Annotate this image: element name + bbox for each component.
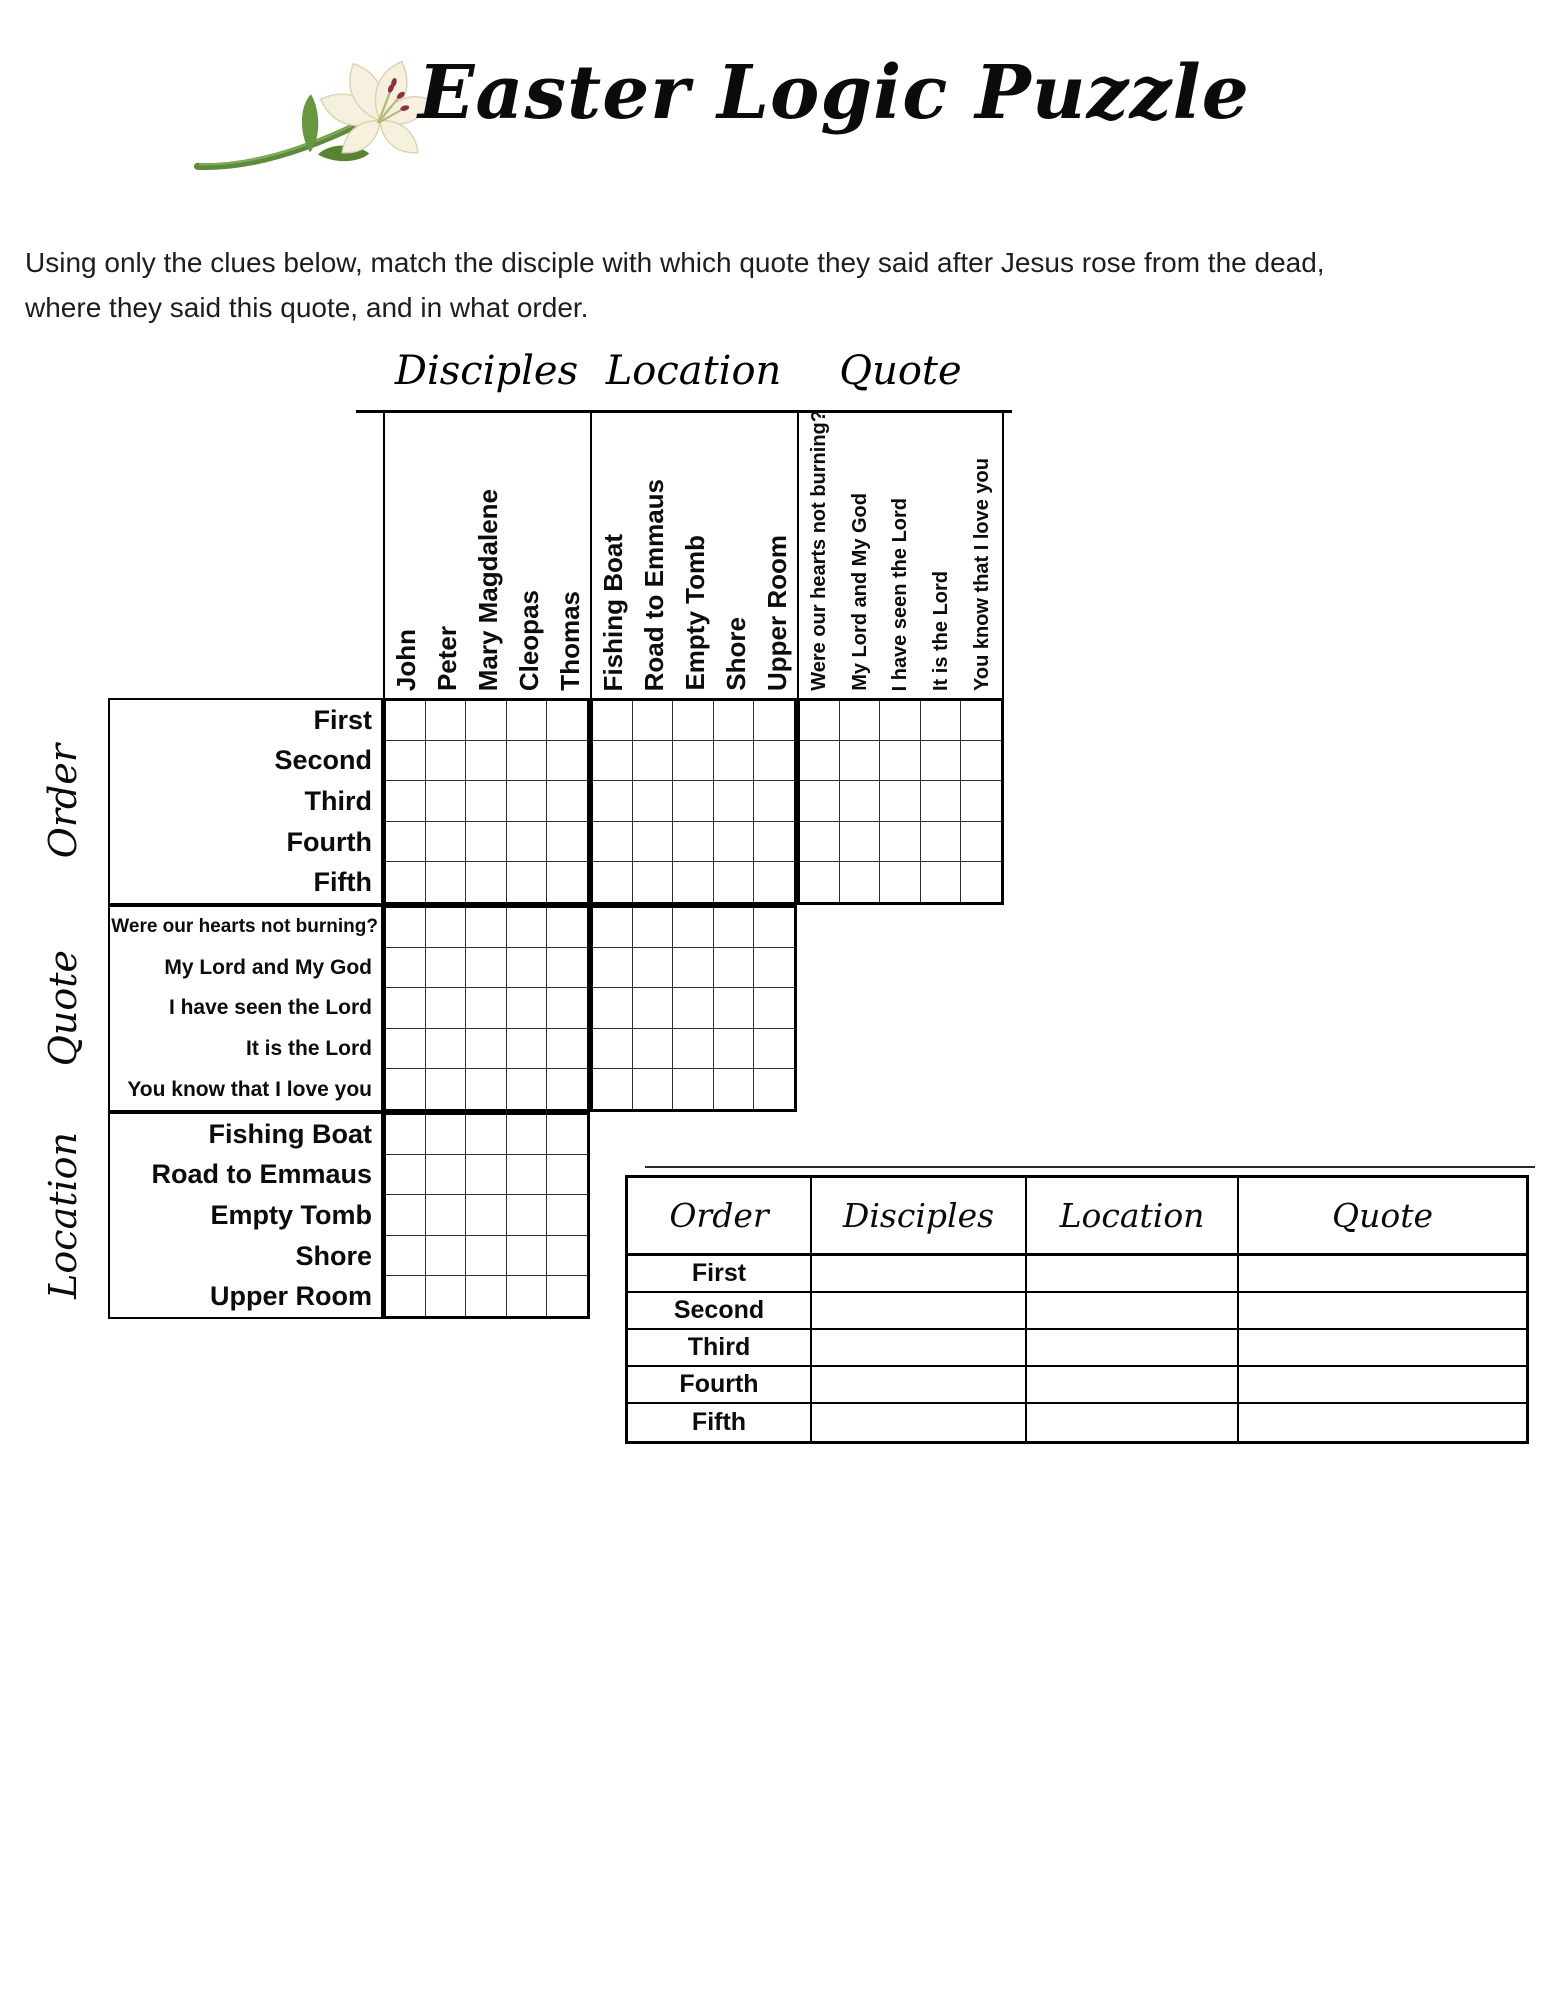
grid-cell bbox=[386, 862, 426, 902]
grid-cell bbox=[880, 781, 920, 821]
page-title: Easter Logic Puzzle bbox=[418, 50, 1250, 136]
grid-cell bbox=[840, 862, 880, 902]
grid-cell bbox=[386, 1029, 426, 1069]
grid-cell bbox=[426, 781, 466, 821]
column-header bbox=[385, 412, 426, 698]
grid-cell bbox=[386, 822, 426, 862]
row-group-label-text: Location bbox=[41, 1132, 85, 1299]
grid-cell bbox=[466, 1195, 506, 1235]
grid-block bbox=[383, 1112, 590, 1319]
solution-header-cell: Order bbox=[628, 1178, 812, 1256]
solution-empty-cell bbox=[1027, 1293, 1239, 1330]
grid-cell bbox=[593, 1029, 633, 1069]
grid-cell bbox=[800, 822, 840, 862]
grid-cell bbox=[466, 1115, 506, 1155]
grid-cell bbox=[840, 741, 880, 781]
grid-cell bbox=[547, 1115, 587, 1155]
grid-cell bbox=[507, 948, 547, 988]
grid-cell bbox=[714, 701, 754, 741]
column-header-label: You know that I love you bbox=[970, 458, 993, 691]
grid-cell bbox=[714, 1029, 754, 1069]
column-header bbox=[549, 412, 590, 698]
grid-cell bbox=[840, 781, 880, 821]
grid-cell bbox=[426, 988, 466, 1028]
grid-cell bbox=[507, 862, 547, 902]
row-label: Fifth bbox=[313, 867, 372, 898]
column-header-label: Road to Emmaus bbox=[638, 478, 669, 691]
solution-empty-cell bbox=[812, 1293, 1027, 1330]
column-header bbox=[799, 412, 840, 698]
row-group-label-quote bbox=[26, 905, 100, 1112]
grid-cell bbox=[547, 781, 587, 821]
solution-row-label: Second bbox=[628, 1293, 812, 1330]
grid-cell bbox=[426, 1236, 466, 1276]
grid-cell bbox=[507, 781, 547, 821]
grid-cell bbox=[714, 741, 754, 781]
column-header-label: My Lord and My God bbox=[848, 493, 871, 691]
grid-cell bbox=[507, 1155, 547, 1195]
grid-cell bbox=[714, 948, 754, 988]
column-header-label: Shore bbox=[720, 617, 751, 691]
grid-cell bbox=[921, 701, 961, 741]
grid-cell bbox=[961, 822, 1001, 862]
grid-block bbox=[383, 905, 590, 1112]
solution-empty-cell bbox=[812, 1330, 1027, 1367]
grid-cell bbox=[754, 908, 794, 948]
grid-block bbox=[383, 698, 590, 905]
column-header bbox=[880, 412, 921, 698]
row-label: Fourth bbox=[286, 826, 372, 857]
solution-empty-cell bbox=[1239, 1256, 1526, 1293]
grid-cell bbox=[961, 741, 1001, 781]
grid-cell bbox=[673, 781, 713, 821]
grid-cell bbox=[714, 1069, 754, 1109]
column-header-label: I have seen the Lord bbox=[889, 497, 912, 691]
grid-cell bbox=[547, 1069, 587, 1109]
grid-cell bbox=[426, 1276, 466, 1316]
grid-cell bbox=[880, 822, 920, 862]
instructions-line: Using only the clues below, match the disciple with which quote they said after Jesus rose from the dead, bbox=[25, 247, 1325, 278]
grid-cell bbox=[386, 1276, 426, 1316]
grid-cell bbox=[673, 1029, 713, 1069]
row-group-label-order bbox=[26, 698, 100, 905]
grid-cell bbox=[547, 862, 587, 902]
grid-cell bbox=[507, 701, 547, 741]
grid-cell bbox=[507, 1029, 547, 1069]
grid-cell bbox=[547, 908, 587, 948]
grid-cell bbox=[673, 862, 713, 902]
grid-cell bbox=[386, 781, 426, 821]
grid-cell bbox=[673, 741, 713, 781]
grid-cell bbox=[507, 1236, 547, 1276]
grid-cell bbox=[547, 1029, 587, 1069]
solution-row-label: Fourth bbox=[628, 1367, 812, 1404]
grid-block bbox=[590, 905, 797, 1112]
column-group-label-disciples: Disciples bbox=[394, 348, 579, 394]
grid-cell bbox=[386, 988, 426, 1028]
grid-cell bbox=[466, 908, 506, 948]
grid-cell bbox=[547, 1276, 587, 1316]
solution-empty-cell bbox=[1239, 1404, 1526, 1441]
row-label: I have seen the Lord bbox=[168, 996, 372, 1020]
row-label: Second bbox=[274, 745, 372, 776]
grid-cell bbox=[714, 822, 754, 862]
grid-cell bbox=[921, 822, 961, 862]
grid-cell bbox=[507, 822, 547, 862]
column-group-label-quote: Quote bbox=[839, 348, 962, 394]
solution-row-label: First bbox=[628, 1256, 812, 1293]
grid-cell bbox=[593, 908, 633, 948]
column-header bbox=[840, 412, 881, 698]
grid-cell bbox=[633, 1069, 673, 1109]
grid-cell bbox=[507, 1195, 547, 1235]
grid-cell bbox=[507, 1276, 547, 1316]
grid-cell bbox=[466, 1276, 506, 1316]
grid-cell bbox=[840, 701, 880, 741]
grid-cell bbox=[386, 1069, 426, 1109]
grid-cell bbox=[466, 1155, 506, 1195]
grid-cell bbox=[673, 1069, 713, 1109]
grid-cell bbox=[466, 988, 506, 1028]
grid-cell bbox=[466, 701, 506, 741]
grid-cell bbox=[921, 741, 961, 781]
row-label: Upper Room bbox=[210, 1281, 372, 1312]
grid-cell bbox=[921, 862, 961, 902]
column-header bbox=[715, 412, 756, 698]
grid-cell bbox=[507, 908, 547, 948]
grid-cell bbox=[426, 1069, 466, 1109]
row-label: Shore bbox=[295, 1240, 372, 1271]
row-label: Were our hearts not burning? bbox=[111, 916, 378, 938]
row-label: My Lord and My God bbox=[164, 955, 372, 979]
column-header-label: Were our hearts not burning? bbox=[808, 410, 831, 691]
grid-cell bbox=[754, 1029, 794, 1069]
grid-cell bbox=[673, 908, 713, 948]
grid-cell bbox=[466, 862, 506, 902]
instructions-line: where they said this quote, and in what order. bbox=[25, 292, 589, 323]
grid-cell bbox=[633, 701, 673, 741]
column-header-block bbox=[383, 412, 590, 698]
column-header bbox=[921, 412, 962, 698]
column-header-label: Thomas bbox=[554, 591, 585, 691]
grid-cell bbox=[426, 862, 466, 902]
grid-cell bbox=[800, 781, 840, 821]
column-header-block bbox=[590, 412, 797, 698]
solution-empty-cell bbox=[812, 1256, 1027, 1293]
grid-cell bbox=[754, 701, 794, 741]
column-header bbox=[756, 412, 797, 698]
grid-cell bbox=[547, 988, 587, 1028]
column-header bbox=[674, 412, 715, 698]
grid-cell bbox=[386, 1155, 426, 1195]
grid-cell bbox=[507, 1115, 547, 1155]
column-header-label: Cleopas bbox=[513, 589, 544, 691]
solution-empty-cell bbox=[1239, 1293, 1526, 1330]
row-label: First bbox=[313, 704, 372, 735]
grid-cell bbox=[673, 988, 713, 1028]
grid-cell bbox=[593, 1069, 633, 1109]
grid-cell bbox=[593, 701, 633, 741]
grid-cell bbox=[426, 741, 466, 781]
grid-cell bbox=[880, 741, 920, 781]
column-header bbox=[633, 412, 674, 698]
grid-cell bbox=[547, 1195, 587, 1235]
solution-row-label: Fifth bbox=[628, 1404, 812, 1441]
grid-cell bbox=[466, 1029, 506, 1069]
row-label: You know that I love you bbox=[127, 1077, 372, 1101]
solution-table bbox=[625, 1175, 1529, 1444]
grid-cell bbox=[921, 781, 961, 821]
column-header-label: John bbox=[390, 628, 421, 691]
grid-cell bbox=[466, 781, 506, 821]
grid-cell bbox=[426, 701, 466, 741]
grid-cell bbox=[547, 1236, 587, 1276]
grid-cell bbox=[507, 1069, 547, 1109]
grid-cell bbox=[754, 862, 794, 902]
grid-cell bbox=[880, 862, 920, 902]
grid-cell bbox=[754, 1069, 794, 1109]
grid-cell bbox=[386, 1195, 426, 1235]
solution-header-cell: Location bbox=[1027, 1178, 1239, 1256]
grid-cell bbox=[880, 701, 920, 741]
grid-cell bbox=[466, 1236, 506, 1276]
grid-cell bbox=[754, 988, 794, 1028]
grid-cell bbox=[633, 948, 673, 988]
grid-cell bbox=[673, 948, 713, 988]
grid-cell bbox=[386, 1115, 426, 1155]
grid-cell bbox=[633, 741, 673, 781]
grid-cell bbox=[547, 822, 587, 862]
row-group-label-text: Quote bbox=[41, 950, 85, 1067]
grid-cell bbox=[800, 701, 840, 741]
grid-cell bbox=[754, 781, 794, 821]
grid-cell bbox=[426, 822, 466, 862]
grid-cell bbox=[633, 988, 673, 1028]
grid-cell bbox=[593, 741, 633, 781]
grid-cell bbox=[633, 1029, 673, 1069]
solution-header-cell: Disciples bbox=[812, 1178, 1027, 1256]
column-header-label: Mary Magdalene bbox=[472, 488, 503, 691]
column-header bbox=[467, 412, 508, 698]
column-header-label: Empty Tomb bbox=[679, 535, 710, 691]
grid-cell bbox=[547, 741, 587, 781]
grid-cell bbox=[800, 741, 840, 781]
row-label: Third bbox=[304, 785, 372, 816]
grid-cell bbox=[426, 908, 466, 948]
row-labels-box bbox=[108, 1112, 383, 1319]
row-label: Empty Tomb bbox=[210, 1199, 372, 1230]
row-label: Fishing Boat bbox=[208, 1118, 372, 1149]
column-header-block bbox=[797, 412, 1004, 698]
row-group-label-text: Order bbox=[41, 744, 85, 859]
grid-cell bbox=[466, 822, 506, 862]
grid-cell bbox=[754, 948, 794, 988]
solution-empty-cell bbox=[812, 1404, 1027, 1441]
grid-cell bbox=[547, 1155, 587, 1195]
grid-cell bbox=[386, 741, 426, 781]
row-label: It is the Lord bbox=[246, 1037, 372, 1061]
column-header-label: Peter bbox=[431, 625, 462, 691]
grid-cell bbox=[593, 948, 633, 988]
grid-cell bbox=[386, 908, 426, 948]
grid-cell bbox=[673, 701, 713, 741]
grid-cell bbox=[961, 781, 1001, 821]
row-labels-box bbox=[108, 698, 383, 905]
grid-cell bbox=[386, 701, 426, 741]
grid-cell bbox=[386, 1236, 426, 1276]
grid-cell bbox=[593, 862, 633, 902]
grid-cell bbox=[426, 1115, 466, 1155]
solution-header-cell: Quote bbox=[1239, 1178, 1526, 1256]
solution-empty-cell bbox=[1027, 1367, 1239, 1404]
solution-table-top-rule bbox=[645, 1166, 1535, 1168]
grid-cell bbox=[547, 701, 587, 741]
grid-cell bbox=[961, 701, 1001, 741]
grid-cell bbox=[961, 862, 1001, 902]
grid-cell bbox=[840, 822, 880, 862]
column-header bbox=[508, 412, 549, 698]
solution-row-label: Third bbox=[628, 1330, 812, 1367]
grid-cell bbox=[547, 948, 587, 988]
column-header-label: Upper Room bbox=[761, 535, 792, 691]
grid-cell bbox=[714, 908, 754, 948]
row-label: Road to Emmaus bbox=[151, 1159, 372, 1190]
grid-cell bbox=[426, 1029, 466, 1069]
grid-cell bbox=[426, 948, 466, 988]
grid-cell bbox=[754, 822, 794, 862]
grid-cell bbox=[754, 741, 794, 781]
grid-cell bbox=[466, 1069, 506, 1109]
grid-cell bbox=[800, 862, 840, 902]
solution-empty-cell bbox=[1239, 1330, 1526, 1367]
column-header bbox=[426, 412, 467, 698]
grid-cell bbox=[466, 741, 506, 781]
grid-cell bbox=[714, 781, 754, 821]
solution-empty-cell bbox=[1239, 1367, 1526, 1404]
column-header bbox=[592, 412, 633, 698]
grid-cell bbox=[673, 822, 713, 862]
column-header-label: Fishing Boat bbox=[597, 533, 628, 691]
column-header-label: It is the Lord bbox=[930, 571, 953, 691]
row-labels-box bbox=[108, 905, 383, 1112]
grid-cell bbox=[633, 781, 673, 821]
solution-empty-cell bbox=[1027, 1256, 1239, 1293]
grid-cell bbox=[633, 822, 673, 862]
grid-cell bbox=[426, 1195, 466, 1235]
column-header bbox=[961, 412, 1002, 698]
grid-cell bbox=[714, 988, 754, 1028]
grid-cell bbox=[633, 908, 673, 948]
solution-empty-cell bbox=[1027, 1404, 1239, 1441]
column-group-label-location: Location bbox=[605, 348, 782, 394]
grid-cell bbox=[714, 862, 754, 902]
grid-cell bbox=[507, 988, 547, 1028]
grid-cell bbox=[426, 1155, 466, 1195]
grid-cell bbox=[507, 741, 547, 781]
solution-empty-cell bbox=[1027, 1330, 1239, 1367]
solution-empty-cell bbox=[812, 1367, 1027, 1404]
grid-cell bbox=[466, 948, 506, 988]
grid-block bbox=[797, 698, 1004, 905]
grid-cell bbox=[593, 988, 633, 1028]
grid-cell bbox=[386, 948, 426, 988]
row-group-label-location bbox=[26, 1112, 100, 1319]
grid-cell bbox=[593, 822, 633, 862]
grid-cell bbox=[633, 862, 673, 902]
grid-block bbox=[590, 698, 797, 905]
grid-cell bbox=[593, 781, 633, 821]
